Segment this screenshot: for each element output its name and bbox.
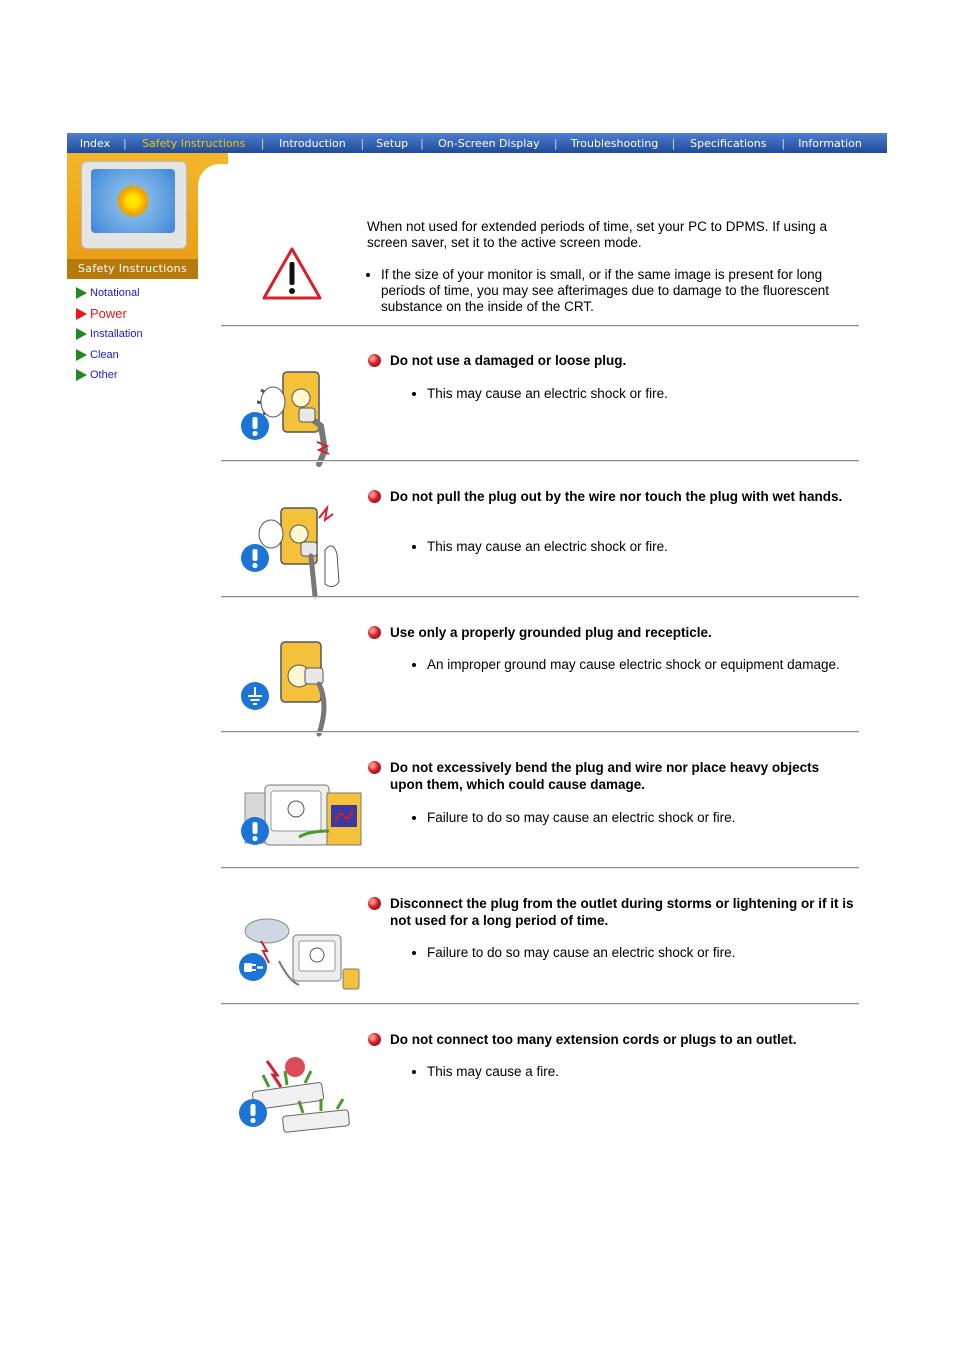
section-bullet: • This may cause an electric shock or fire. — [427, 539, 867, 555]
safety-section-6 — [221, 1031, 859, 1161]
sidebar-item-installation[interactable] — [76, 324, 143, 345]
section-title: Do not use a damaged or loose plug. — [390, 353, 627, 368]
sidebar-item-label: Notational — [90, 287, 140, 300]
sidebar-item-label: Other — [90, 369, 118, 382]
safety-section-5 — [221, 895, 859, 1025]
nav-separator: | — [671, 136, 676, 150]
intro-list — [367, 267, 859, 315]
nav-specifications[interactable]: Specifications — [690, 136, 767, 150]
section-heading — [368, 488, 854, 505]
sunflower-screen — [91, 169, 175, 233]
sidebar-menu — [76, 283, 143, 386]
red-bullet-icon — [368, 761, 381, 774]
nav-separator: | — [781, 136, 786, 150]
nav-separator: | — [123, 136, 127, 150]
intro-bullet: • If the size of your monitor is small, or if the same image is present for long periods of time, you may see afterimages due to damage to the fluorescent substance on the inside of the CRT. — [381, 267, 859, 315]
section-bullet: • This may cause an electric shock or fire. — [427, 386, 867, 402]
section-bullet: • This may cause a fire. — [427, 1064, 867, 1080]
exclamation-icon — [241, 817, 269, 845]
divider — [221, 325, 859, 327]
safety-section-3 — [221, 624, 859, 754]
section-title: Use only a properly grounded plug and recepticle. — [390, 625, 712, 640]
ground-icon — [241, 682, 269, 710]
red-bullet-icon — [368, 1033, 381, 1046]
divider — [221, 596, 859, 598]
section-title: Do not pull the plug out by the wire nor touch the plug with wet hands. — [390, 489, 843, 504]
section-heading — [368, 895, 854, 929]
section-title: Do not connect too many extension cords or plugs to an outlet. — [390, 1032, 797, 1047]
exclamation-icon — [239, 1099, 267, 1127]
sidebar-item-label: Clean — [90, 348, 119, 361]
section-list — [413, 945, 867, 961]
nav-introduction[interactable]: Introduction — [279, 136, 346, 150]
sidebar-title: Safety Instructions — [67, 259, 198, 279]
red-bullet-icon — [368, 354, 381, 367]
safety-section-4 — [221, 759, 859, 889]
safety-section-1 — [221, 352, 859, 482]
nav-separator: | — [420, 136, 424, 150]
nav-separator: | — [553, 136, 558, 150]
divider — [221, 731, 859, 733]
section-bullet: • Failure to do so may cause an electric shock or fire. — [427, 945, 867, 961]
section-heading — [368, 352, 854, 369]
sidebar-item-clean[interactable] — [76, 345, 143, 366]
section-list — [413, 810, 867, 826]
nav-separator: | — [260, 136, 265, 150]
divider — [221, 1003, 859, 1005]
red-bullet-icon — [368, 897, 381, 910]
red-bullet-icon — [368, 626, 381, 639]
nav-troubleshooting[interactable]: Troubleshooting — [570, 136, 659, 150]
intro-paragraph: When not used for extended periods of time, set your PC to DPMS. If using a screen saver, set it to the active screen mode. — [367, 219, 827, 250]
nav-index[interactable]: Index — [79, 136, 111, 150]
exclamation-icon — [241, 544, 269, 572]
warning-triangle-icon — [261, 246, 323, 302]
section-heading — [368, 624, 854, 641]
overloaded-outlet-illustration — [239, 1047, 363, 1147]
sidebar-item-power[interactable] — [76, 304, 143, 325]
nav-separator: | — [360, 136, 365, 150]
top-navigation — [67, 133, 887, 153]
nav-safety-instructions[interactable]: Safety Instructions — [142, 136, 246, 150]
arrow-right-icon — [76, 369, 87, 381]
nav-setup[interactable]: Setup — [376, 136, 409, 150]
unplug-icon — [239, 953, 267, 981]
section-list — [413, 657, 867, 673]
sidebar-item-label: Power — [90, 306, 127, 322]
sidebar-item-label: Installation — [90, 328, 143, 341]
sidebar-header — [67, 153, 198, 279]
header-curve-decoration — [198, 153, 228, 201]
section-list — [413, 386, 867, 402]
section-list — [413, 539, 867, 555]
section-heading — [368, 1031, 854, 1048]
red-bullet-icon — [368, 490, 381, 503]
nav-information[interactable]: Information — [798, 136, 862, 150]
divider — [221, 867, 859, 869]
section-bullet: • Failure to do so may cause an electric shock or fire. — [427, 810, 867, 826]
divider — [221, 460, 859, 462]
sidebar-item-notational[interactable] — [76, 283, 143, 304]
section-title: Disconnect the plug from the outlet during storms or lightening or if it is not used for a long period of time. — [390, 896, 854, 928]
nav-on-screen-display[interactable]: On-Screen Display — [438, 136, 540, 150]
section-heading — [368, 759, 854, 793]
arrow-right-icon — [76, 328, 87, 340]
arrow-right-icon — [76, 308, 87, 320]
section-bullet: • An improper ground may cause electric shock or equipment damage. — [427, 657, 867, 673]
arrow-right-icon — [76, 287, 87, 299]
safety-section-2 — [221, 488, 859, 618]
intro-text — [367, 219, 859, 315]
arrow-right-icon — [76, 349, 87, 361]
monitor-illustration — [81, 161, 187, 249]
section-list — [413, 1064, 867, 1080]
exclamation-icon — [241, 412, 269, 440]
section-title: Do not excessively bend the plug and wire nor place heavy objects upon them, which could cause damage. — [390, 760, 820, 792]
sidebar-item-other[interactable] — [76, 365, 143, 386]
